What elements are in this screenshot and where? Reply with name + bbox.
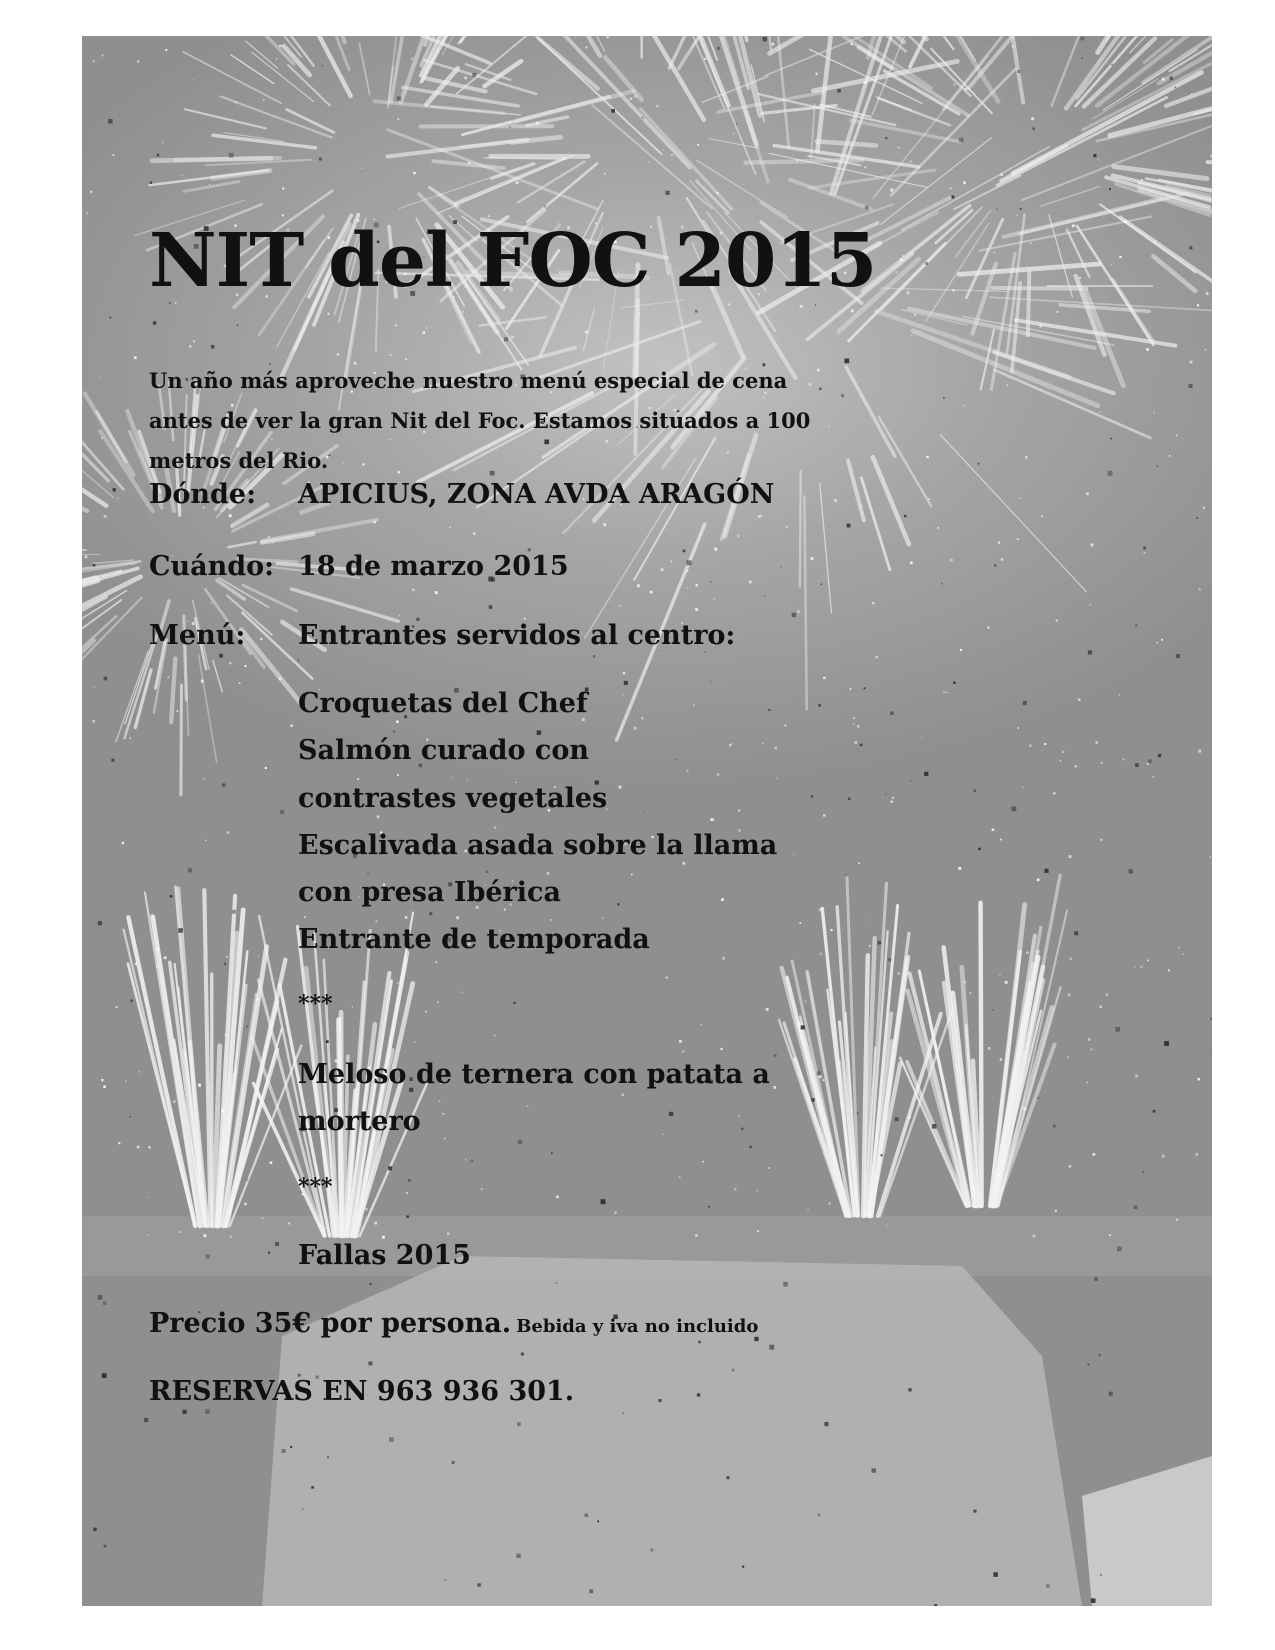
menu-label: Menú: bbox=[149, 620, 246, 651]
course-separator: *** bbox=[298, 1174, 333, 1200]
price-main: Precio 35€ por persona. bbox=[149, 1308, 512, 1339]
starter-item: Escalivada asada sobre la llama bbox=[298, 830, 778, 861]
when-value: 18 de marzo 2015 bbox=[298, 551, 569, 582]
event-title: NIT del FOC 2015 bbox=[149, 218, 877, 304]
starter-item: Croquetas del Chef bbox=[298, 688, 588, 719]
starter-item: contrastes vegetales bbox=[298, 783, 608, 814]
menu-heading: Entrantes servidos al centro: bbox=[298, 620, 736, 651]
starter-item: con presa Ibérica bbox=[298, 877, 561, 908]
where-label: Dónde: bbox=[149, 479, 257, 510]
price-line bbox=[149, 1308, 758, 1339]
main-course-line: mortero bbox=[298, 1106, 421, 1137]
dessert-item: Fallas 2015 bbox=[298, 1240, 471, 1271]
starter-item: Entrante de temporada bbox=[298, 924, 650, 955]
reservations-line: RESERVAS EN 963 936 301. bbox=[149, 1376, 575, 1407]
course-separator: *** bbox=[298, 991, 333, 1017]
main-course-line: Meloso de ternera con patata a bbox=[298, 1059, 770, 1090]
where-value: APICIUS, ZONA AVDA ARAGÓN bbox=[298, 479, 775, 510]
flyer bbox=[82, 36, 1212, 1606]
starter-item: Salmón curado con bbox=[298, 735, 590, 766]
intro-paragraph: Un año más aproveche nuestro menú especial de cena antes de ver la gran Nit del Foc. Estamos situados a 100 metros del Rio. bbox=[149, 368, 811, 473]
when-label: Cuándo: bbox=[149, 551, 275, 582]
price-note: Bebida y iva no incluido bbox=[516, 1316, 759, 1337]
